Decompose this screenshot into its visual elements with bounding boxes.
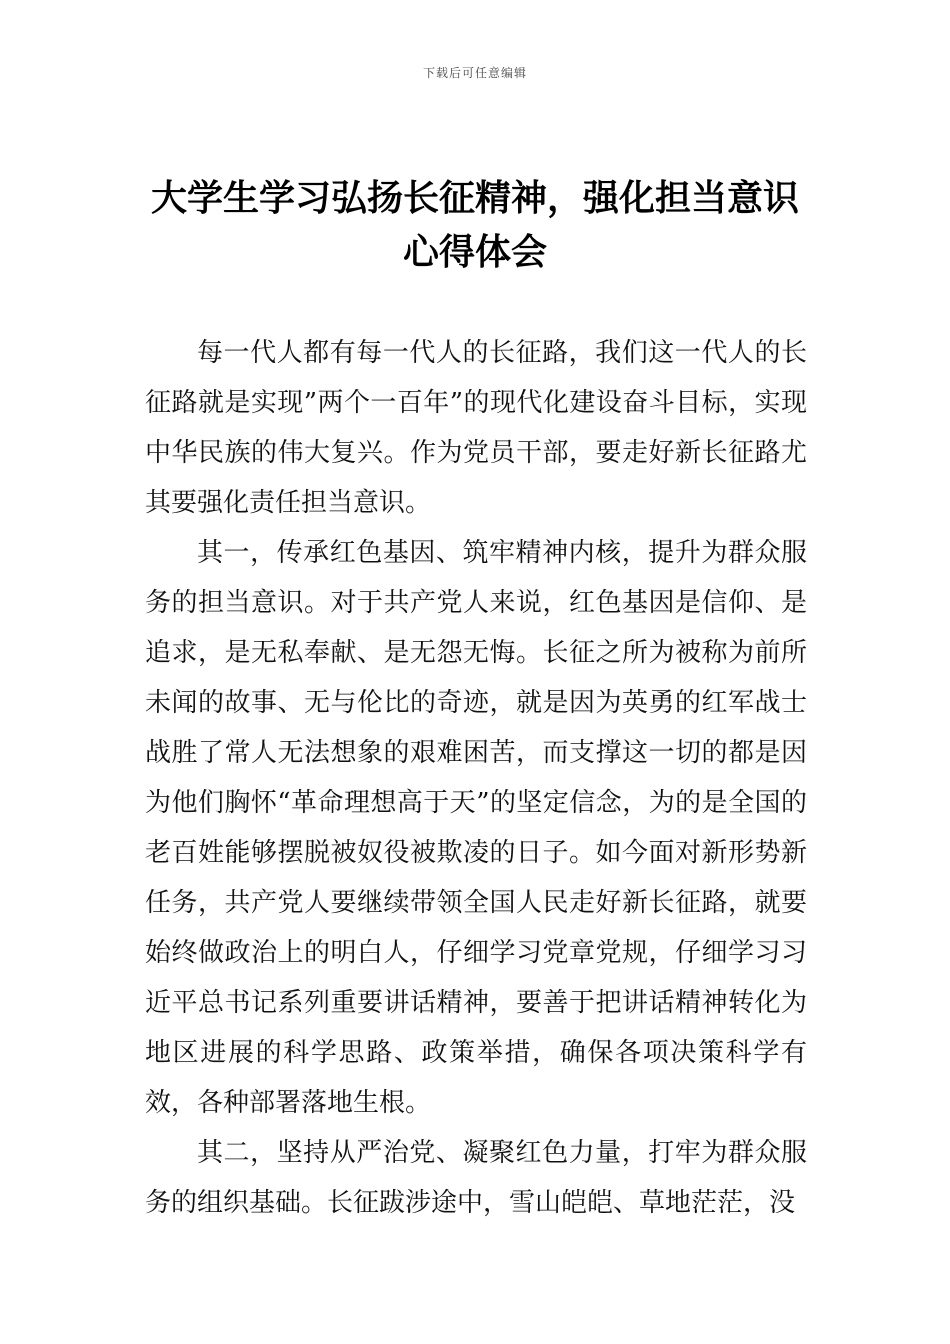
document-title [145,172,805,280]
header-note: 下载后可任意编辑 [422,66,527,80]
paragraph-1: 每一代人都有每一代人的长征路，我们这一代人的长征路就是实现”两个一百年”的现代化建设奋斗目标，实现中华民族的伟大复兴。作为党员干部，要走好新长征路尤其要强化责任担当意识。 [145,338,807,518]
title-line-1: 大学生学习弘扬长征精神，强化担当意识 [150,178,799,219]
paragraph-2: 其一，传承红色基因、筑牢精神内核，提升为群众服务的担当意识。对于共产党人来说，红色基因是信仰、是追求，是无私奉献、是无怨无悔。长征之所为被称为前所未闻的故事、无与伦比的奇迹，就是因为英勇的红军战士战胜了常人无法想象的艰难困苦，而支撑这一切的都是因为他们胸怀“革命理想高于天”的坚定信念，为的是全国的老百姓能够摆脱被奴役被欺凌的日子。如今面对新形势新任务，共产党人要继续带领全国人民走好新长征路，就要始终做政治上的明白人，仔细学习党章党规，仔细学习习近平总书记系列重要讲话精神，要善于把讲话精神转化为地区进展的科学思路、政策举措，确保各项决策科学有效，各种部署落地生根。 [145,538,807,1118]
document-body [145,328,807,1228]
title-line-2: 心得体会 [402,232,547,273]
paragraph-3: 其二，坚持从严治党、凝聚红色力量，打牢为群众服务的组织基础。长征跋涉途中，雪山皑皑、草地茫茫，没 [145,1138,807,1218]
